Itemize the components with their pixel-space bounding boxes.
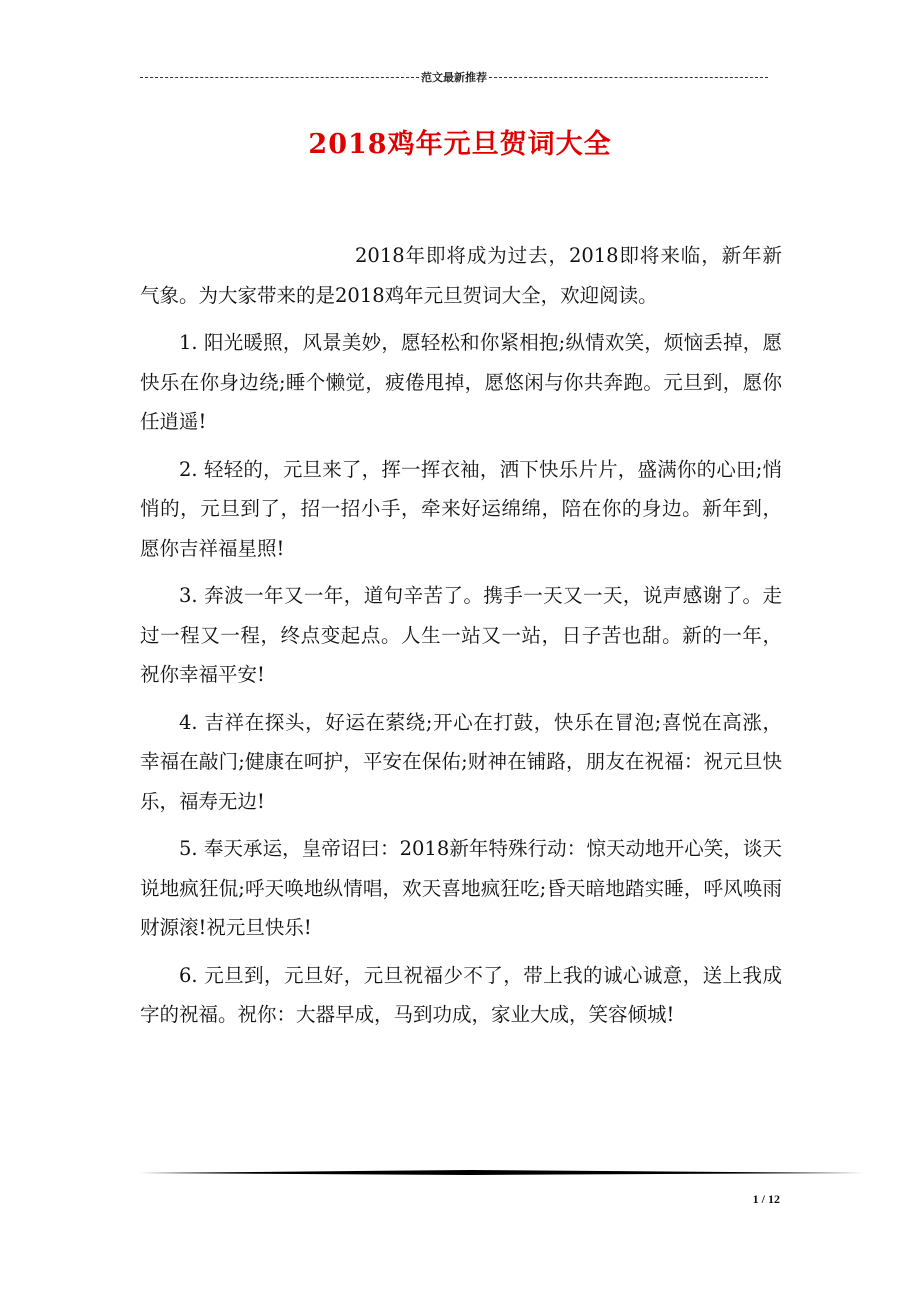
header-dash-right bbox=[489, 77, 768, 78]
greeting-paragraph-5: 5. 奉天承运，皇帝诏曰：2018新年特殊行动：惊天动地开心笑，谈天说地疯狂侃;呼天唤地纵情唱，欢天喜地疯狂吃;昏天暗地踏实睡，呼风唤雨财源滚!祝元旦快乐! bbox=[140, 837, 782, 939]
greeting-paragraph-3: 3. 奔波一年又一年，道句辛苦了。携手一天又一天，说声感谢了。走过一程又一程，终点变起点。人生一站又一站，日子苦也甜。新的一年，祝你幸福平安! bbox=[140, 584, 782, 686]
greeting-paragraph-6: 6. 元旦到，元旦好，元旦祝福少不了，带上我的诚心诚意，送上我成字的祝福。祝你：大器早成，马到功成，家业大成，笑容倾城! bbox=[140, 963, 782, 1026]
document-body bbox=[140, 236, 782, 1043]
intro-paragraph: 2018年即将成为过去，2018即将来临，新年新气象。为大家带来的是2018鸡年元旦贺词大全，欢迎阅读。 bbox=[140, 244, 782, 307]
greeting-paragraph-2: 2. 轻轻的，元旦来了，挥一挥衣袖，洒下快乐片片，盛满你的心田;悄悄的，元旦到了，招一招小手，牵来好运绵绵，陪在你的身边。新年到，愿你吉祥福星照! bbox=[140, 457, 782, 560]
header-dash-left bbox=[140, 77, 419, 78]
greeting-paragraph-4: 4. 吉祥在探头，好运在萦绕;开心在打鼓，快乐在冒泡;喜悦在高涨，幸福在敲门;健康在呵护，平安在保佑;财神在铺路，朋友在祝福：祝元旦快乐，福寿无边! bbox=[140, 710, 782, 813]
document-title: 2018鸡年元旦贺词大全 bbox=[308, 129, 612, 160]
page-number: 1 / 12 bbox=[752, 1192, 780, 1206]
header-label: 范文最新推荐 bbox=[421, 71, 487, 84]
footer-rule bbox=[140, 1170, 864, 1175]
header-line bbox=[140, 70, 768, 84]
greeting-paragraph-1: 1. 阳光暖照，风景美妙，愿轻松和你紧相抱;纵情欢笑，烦恼丢掉，愿快乐在你身边绕;睡个懒觉，疲倦甩掉，愿悠闲与你共奔跑。元旦到，愿你任逍遥! bbox=[140, 331, 782, 433]
